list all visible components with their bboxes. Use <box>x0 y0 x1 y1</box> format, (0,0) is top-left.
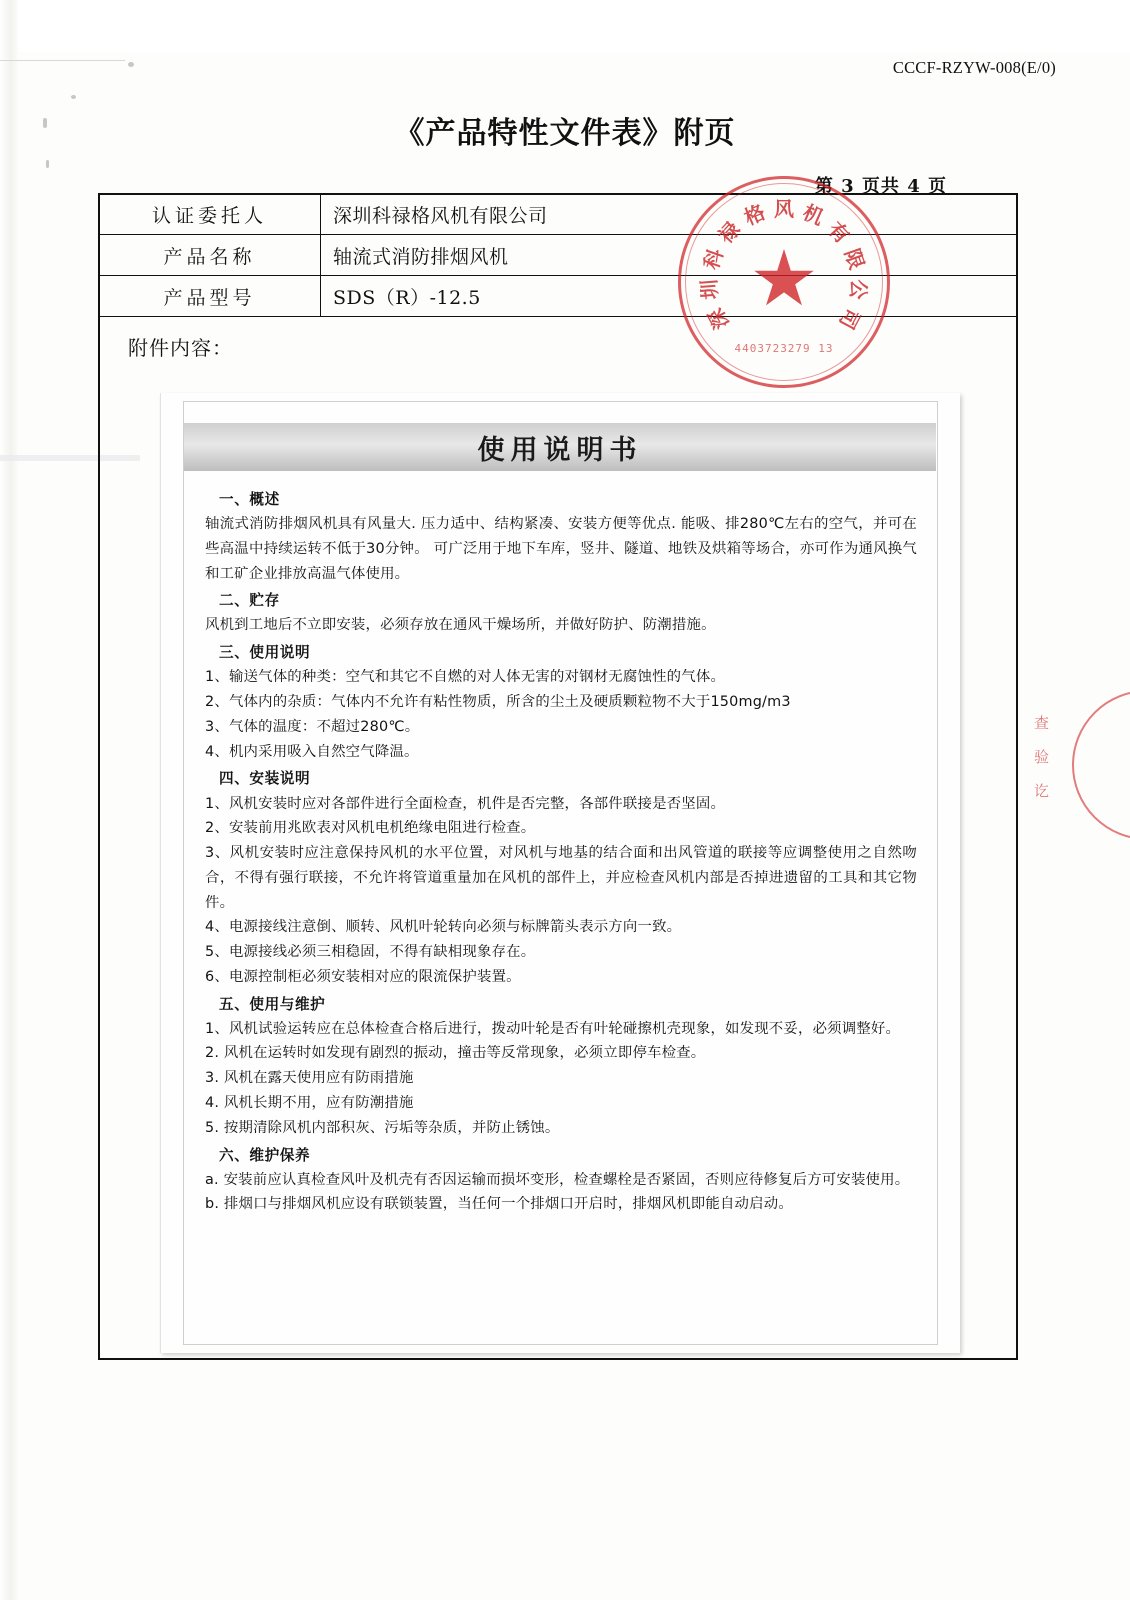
seal-outer-ring <box>1072 690 1130 840</box>
document-code: CCCF-RZYW-008(E/0) <box>892 58 1056 77</box>
row-value: SDS（R）-12.5 <box>321 276 1018 317</box>
manual-title-band <box>184 423 936 471</box>
scan-artifact-line <box>0 60 125 61</box>
section-heading: 四、安装说明 <box>219 770 311 788</box>
table-row <box>99 235 1018 276</box>
section-paragraph: 风机到工地后不立即安装，必须存放在通风干燥场所，并做好防护、防潮措施。 <box>205 617 716 634</box>
seal-char: 限 <box>839 245 869 273</box>
attachment-label: 附件内容： <box>128 336 233 360</box>
seal-number: 4403723279 13 <box>734 342 834 355</box>
row-value: 深圳科禄格风机有限公司 <box>321 194 1018 235</box>
seal-char: 科 <box>699 245 729 273</box>
section-paragraph: 1、风机安装时应对各部件进行全面检查，机件是否完整，各部件联接是否坚固。 <box>205 795 726 812</box>
certificate-info-table <box>98 193 1018 317</box>
section-paragraph: 1、风机试验运转应在总体检查合格后进行，拨动叶轮是否有叶轮碰擦机壳现象，如发现不妥，必须调整好。 <box>205 1020 901 1037</box>
row-label: 产品名称 <box>99 235 321 276</box>
section-paragraph: a. 安装前应认真检查风叶及机壳有否因运输而损坏变形，检查螺栓是否紧固，否则应待修复后方可安装使用。 <box>205 1171 910 1188</box>
table-row <box>99 194 1018 235</box>
section-paragraph: 4、电源接线注意倒、顺转、风机叶轮转向必须与标牌箭头表示方向一致。 <box>205 919 682 936</box>
section-paragraph: 4. 风机长期不用，应有防潮措施 <box>205 1095 414 1112</box>
seal-char: 风 <box>774 197 794 221</box>
section-paragraph: 1、输送气体的种类：空气和其它不自燃的对人体无害的对钢材无腐蚀性的气体。 <box>205 669 726 686</box>
inspection-seal-stamp <box>1034 690 1130 840</box>
page-number: 第 3 页共 4 页 <box>814 176 947 197</box>
section-heading: 一、概述 <box>219 491 280 508</box>
scan-speck <box>71 95 76 99</box>
scan-speck <box>128 62 134 67</box>
section-paragraph: 2、安装前用兆欧表对风机电机绝缘电阻进行检查。 <box>205 820 536 837</box>
row-label: 认证委托人 <box>99 194 321 235</box>
section-paragraph: 3、风机安装时应注意保持风机的水平位置，对风机与地基的结合面和出风管道的联接等应调整使用之自然吻合，不得有强行联接，不允许将管道重量加在风机的部件上，并应检查风机内部是否掉进遗留的工具和其它物件。 <box>205 845 917 911</box>
section-heading: 六、维护保养 <box>219 1146 311 1164</box>
seal-char: 讫 <box>1034 782 1050 800</box>
manual-title: 使用说明书 <box>477 434 643 466</box>
section-paragraph: 3. 风机在露天使用应有防雨措施 <box>205 1070 414 1087</box>
row-label: 产品型号 <box>99 276 321 317</box>
section-paragraph: 5、电源接线必须三相稳固，不得有缺相现象存在。 <box>205 944 536 961</box>
table-row <box>99 276 1018 317</box>
seal-char: 机 <box>799 200 828 231</box>
scan-top-margin <box>0 0 1130 52</box>
seal-char: 禄 <box>713 217 745 249</box>
page-title: 《产品特性文件表》附页 <box>394 116 736 151</box>
seal-char: 公 <box>845 278 872 301</box>
section-paragraph: 4、机内采用吸入自然空气降温。 <box>205 743 419 760</box>
section-heading: 五、使用与维护 <box>219 995 326 1013</box>
section-paragraph: 5. 按期清除风机内部积灰、污垢等杂质，并防止锈蚀。 <box>205 1119 560 1136</box>
manual-body <box>205 485 917 1217</box>
seal-char: 司 <box>834 304 866 333</box>
seal-char: 验 <box>1034 748 1050 766</box>
seal-char: 格 <box>740 200 769 231</box>
section-paragraph: 轴流式消防排烟风机具有风量大. 压力适中、结构紧凑、安装方便等优点. 能吸、排280℃左右的空气，并可在些高温中持续运转不低于30分钟。 可广泛用于地下车库，竖井、隧道、地铁及烘箱等场合，亦可作为通风换气和工矿企业排放高温气体使用。 <box>205 516 917 582</box>
row-value: 轴流式消防排烟风机 <box>321 235 1018 276</box>
manual-sheet <box>160 393 960 1353</box>
scan-left-margin <box>0 0 18 1600</box>
seal-char: 查 <box>1034 714 1050 732</box>
section-paragraph: b. 排烟口与排烟风机应设有联锁装置，当任何一个排烟口开启时，排烟风机即能自动启动。 <box>205 1196 793 1213</box>
section-heading: 三、使用说明 <box>219 644 311 662</box>
section-paragraph: 3、气体的温度：不超过280℃。 <box>205 718 420 735</box>
section-paragraph: 2、气体内的杂质：气体内不允许有粘性物质，所含的尘土及硬质颗粒物不大于150mg/m3 <box>205 694 791 711</box>
scan-speck <box>46 160 49 168</box>
seal-char: 圳 <box>696 278 723 301</box>
section-heading: 二、贮存 <box>219 592 280 610</box>
seal-char: 有 <box>823 217 855 249</box>
seal-char: 深 <box>702 304 734 333</box>
section-paragraph: 6、电源控制柜必须安装相对应的限流保护装置。 <box>205 968 521 985</box>
section-paragraph: 2. 风机在运转时如发现有剧烈的振动，撞击等反常现象，必须立即停车检查。 <box>205 1045 706 1062</box>
